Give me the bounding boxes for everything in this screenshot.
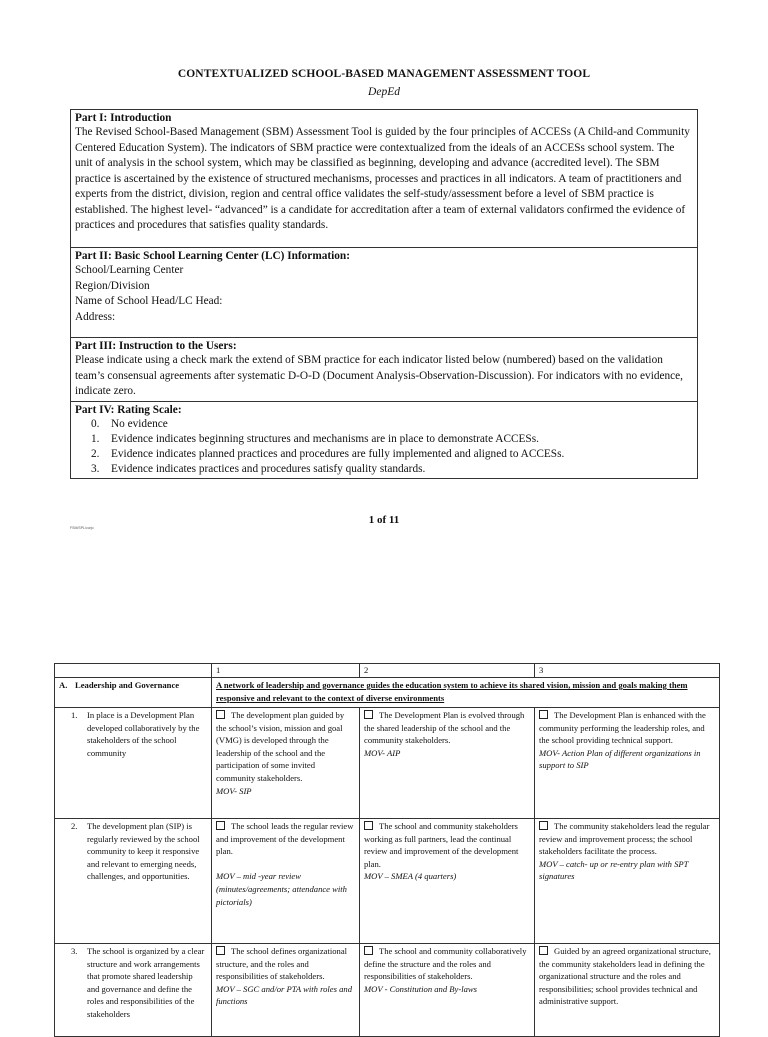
mov-text: MOV- Action Plan of different organizations in support to SIP	[539, 747, 701, 771]
rating-text: Evidence indicates planned practices and procedures are fully implemented and aligned to ACCESs.	[111, 448, 565, 460]
table-row	[55, 819, 720, 944]
checkbox[interactable]	[216, 946, 225, 955]
part4-rating-scale-box	[70, 401, 698, 479]
indicator-cell	[55, 708, 212, 819]
checkbox[interactable]	[364, 821, 373, 830]
table-row	[55, 944, 720, 1037]
header-cell-blank	[55, 664, 212, 678]
checkbox[interactable]	[364, 946, 373, 955]
level-cell	[535, 819, 720, 944]
indicator-text: The school is organized by a clear structure and work arrangements that promote shared leadership and governance and define the roles and responsibilities of the stakeholders	[87, 946, 205, 1019]
rating-scale-list	[75, 417, 693, 477]
level-cell	[535, 708, 720, 819]
level-text: The school defines organizational structure, and the roles and responsibilities of stakeholders.	[216, 946, 348, 982]
indicator-number: 3.	[71, 946, 78, 956]
level-text: The school and community collaboratively define the structure and the roles and responsibilities of stakeholders.	[364, 946, 527, 982]
rating-item	[75, 462, 693, 477]
indicator-number: 2.	[71, 821, 78, 831]
part2-info-box	[70, 247, 698, 338]
rating-number: 3.	[91, 463, 100, 475]
level-cell	[212, 944, 360, 1037]
rating-text: Evidence indicates beginning structures and mechanisms are in place to demonstrate ACCESs.	[111, 433, 539, 445]
level-cell	[535, 944, 720, 1037]
rating-text: Evidence indicates practices and procedures satisfy quality standards.	[111, 463, 426, 475]
field-school-head: Name of School Head/LC Head:	[75, 295, 223, 307]
level-cell	[360, 819, 535, 944]
rating-number: 0.	[91, 418, 100, 430]
rating-item	[75, 417, 693, 432]
indicator-text: The development plan (SIP) is regularly reviewed by the school community to keep it responsive and relevant to emerging needs, challenges, and opportunities.	[87, 821, 200, 882]
checkbox[interactable]	[539, 821, 548, 830]
level-text: The Development Plan is enhanced with the community performing the leadership roles, and the school providing technical support.	[539, 710, 706, 746]
part3-heading: Part III: Instruction to the Users:	[75, 340, 237, 352]
rating-number: 2.	[91, 448, 100, 460]
mov-text: MOV – SMEA (4 quarters)	[364, 871, 457, 882]
section-letter: A.	[59, 680, 68, 690]
field-region-division: Region/Division	[75, 279, 150, 292]
checkbox[interactable]	[539, 946, 548, 955]
level-text: The development plan guided by the school’s vision, mission and goal (VMG) is developed through the leadership of the school and the participation of some invited community stakeholders.	[216, 710, 345, 783]
level-text: The school leads the regular review and improvement of the development plan.	[216, 821, 354, 857]
mov-text: MOV – catch- up or re-entry plan with SPT signatures	[539, 858, 689, 882]
indicator-text: In place is a Development Plan developed collaboratively by the stakeholders of the school community	[87, 710, 200, 758]
footer-code: FSM/SPL/curjo	[70, 526, 94, 530]
document-subtitle: DepEd	[368, 86, 400, 98]
level-cell	[360, 708, 535, 819]
indicator-cell	[55, 944, 212, 1037]
mov-text: MOV- SIP	[216, 785, 252, 796]
part1-text: The Revised School-Based Management (SBM) Assessment Tool is guided by the four principles of ACCESs (A Child-and Community Centered Education System). The indicators of SBM practice were contextualized from the ideals of an ACCESs school system. The unit of analysis in the school system, which may be classified as beginning, developing and advance (accredited level). The SBM practice is ascertained by the existence of structured mechanisms, processes and practices in all indicators. A team of practitioners and experts from the district, division, region and central office validates the self-study/assessment before a level of SBM practice is established. The highest level- “advanced” is a candidate for accreditation after a team of external validators confirmed the evidence of practices and procedures that satisfies quality standards.	[75, 126, 690, 231]
rating-number: 1.	[91, 433, 100, 445]
section-label: Leadership and Governance	[75, 680, 180, 690]
page-number: 1 of 11	[368, 514, 400, 526]
section-label-cell	[55, 678, 212, 708]
part4-heading: Part IV: Rating Scale:	[75, 404, 182, 416]
checkbox[interactable]	[216, 710, 225, 719]
header-cell-level-3: 3	[535, 664, 720, 678]
level-text: The school and community stakeholders working as full partners, lead the continual review and improvement of the development plan.	[364, 821, 519, 869]
indicator-number: 1.	[71, 710, 78, 720]
table-header-row	[55, 664, 720, 678]
table-row	[55, 708, 720, 819]
header-cell-level-1: 1	[212, 664, 360, 678]
assessment-table	[54, 663, 720, 1037]
part3-instruction-box	[70, 337, 698, 402]
part1-heading: Part I: Introduction	[75, 112, 172, 124]
document-title: CONTEXTUALIZED SCHOOL-BASED MANAGEMENT ASSESSMENT TOOL	[177, 68, 591, 80]
rating-item	[75, 432, 693, 447]
checkbox[interactable]	[539, 710, 548, 719]
part3-text: Please indicate using a check mark the extend of SBM practice for each indicator listed below (numbered) based on the validation team’s consensual agreements after systematic D-O-D (Document Analysis-Observation-Discussion). For indicators with no evidence, indicate zero.	[75, 354, 683, 397]
header-cell-level-2: 2	[360, 664, 535, 678]
level-cell	[212, 819, 360, 944]
mov-text: MOV - Constitution and By-laws	[364, 983, 477, 994]
field-address: Address:	[75, 310, 116, 323]
field-school-learning-center: School/Learning Center	[75, 264, 184, 276]
level-text: The community stakeholders lead the regular review and improvement process; the school stakeholders facilitate the process.	[539, 821, 710, 857]
mov-text: MOV – mid -year review (minutes/agreements; attendance with pictorials)	[216, 871, 347, 907]
mov-text: MOV- AIP	[364, 747, 401, 758]
indicator-cell	[55, 819, 212, 944]
level-cell	[360, 944, 535, 1037]
rating-text: No evidence	[111, 418, 168, 430]
section-row	[55, 678, 720, 708]
mov-text: MOV – SGC and/or PTA with roles and functions	[216, 983, 352, 1007]
checkbox[interactable]	[216, 821, 225, 830]
part1-introduction-box	[70, 109, 698, 248]
checkbox[interactable]	[364, 710, 373, 719]
part2-heading: Part II: Basic School Learning Center (LC) Information:	[75, 250, 350, 262]
section-description: A network of leadership and governance guides the education system to achieve its shared vision, mission and goals making them responsive and relevant to the context of diverse environments	[212, 678, 720, 708]
level-text: Guided by an agreed organizational structure, the community stakeholders lead in defining the organizational structure and the roles and responsibilities; school provides technical and administrative support.	[539, 946, 711, 1007]
rating-item	[75, 447, 693, 462]
level-text: The Development Plan is evolved through the shared leadership of the school and the community stakeholders.	[364, 710, 525, 746]
level-cell	[212, 708, 360, 819]
